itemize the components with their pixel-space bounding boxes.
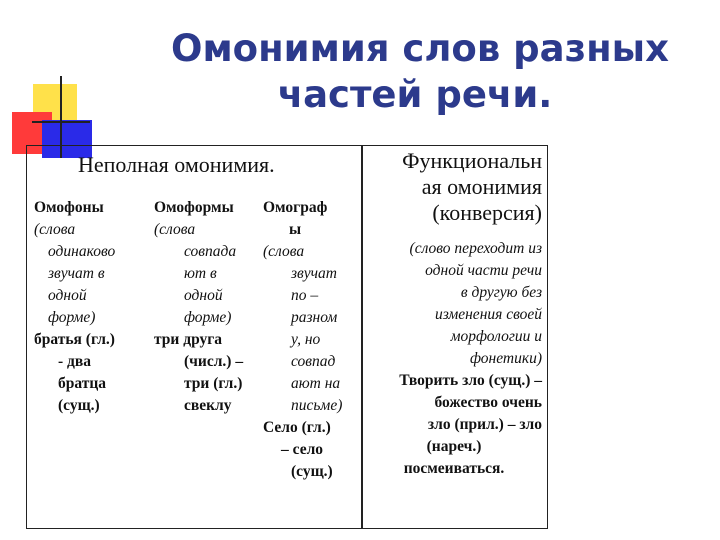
- example-line: (нареч.): [426, 438, 482, 455]
- definition-line: разном: [291, 309, 338, 326]
- definition-line: ают на: [291, 375, 341, 392]
- heading-line: Функциональн: [402, 148, 542, 173]
- example-line: братца: [58, 375, 107, 392]
- homophones-column: [34, 197, 152, 417]
- definition-line: форме): [184, 309, 232, 326]
- definition-line: форме): [48, 309, 96, 326]
- homographs-column: [263, 197, 359, 483]
- column-head: Омограф: [263, 199, 328, 216]
- column-head: Омофоны: [34, 199, 104, 216]
- definition-line: звучат в: [48, 265, 105, 282]
- definition-line: одной части речи: [425, 262, 542, 279]
- example-line: свеклу: [184, 397, 232, 414]
- heading-line: ая омонимия: [421, 174, 542, 199]
- definition-line: совпада: [184, 243, 237, 260]
- conversion-column: [366, 238, 542, 480]
- definition-line: письме): [291, 397, 343, 414]
- definition-line: (слово переходит из: [409, 240, 542, 257]
- example-line: три друга: [154, 331, 223, 348]
- example-line: (сущ.): [58, 397, 100, 414]
- column-head: ы: [289, 221, 302, 238]
- example-line: – село: [281, 441, 324, 458]
- definition-line: (слова: [34, 221, 76, 238]
- title-line-1: Омонимия слов разных: [170, 27, 669, 70]
- functional-homonymy-heading: [366, 148, 542, 226]
- definition-line: по –: [291, 287, 319, 304]
- definition-line: одинаково: [48, 243, 116, 260]
- example-line: Село (гл.): [263, 419, 331, 436]
- definition-line: (слова: [154, 221, 196, 238]
- definition-line: (слова: [263, 243, 305, 260]
- example-line: - два: [58, 353, 91, 370]
- definition-line: в другую без: [460, 284, 542, 301]
- slide-title: [110, 26, 710, 118]
- example-line: Творить зло (сущ.) –: [399, 372, 542, 389]
- title-line-2: частей речи.: [277, 73, 553, 116]
- definition-line: изменения своей: [434, 306, 542, 323]
- definition-line: ют в: [184, 265, 217, 282]
- example-line: божество очень: [434, 394, 542, 411]
- example-line: посмеиваться.: [403, 460, 505, 477]
- partial-homonymy-heading: Неполная омонимия.: [78, 152, 275, 177]
- homoforms-column: [154, 197, 266, 417]
- example-line: (числ.) –: [184, 353, 244, 370]
- definition-line: фонетики): [469, 350, 542, 367]
- example-line: (сущ.): [291, 463, 333, 480]
- decor-horizontal-line: [32, 121, 90, 123]
- heading-line: (конверсия): [432, 200, 542, 225]
- example-line: братья (гл.): [34, 331, 115, 348]
- example-line: зло (прил.) – зло: [427, 416, 542, 433]
- definition-line: у, но: [291, 331, 321, 348]
- definition-line: морфологии и: [450, 328, 542, 345]
- definition-line: одной: [48, 287, 87, 304]
- example-line: три (гл.): [184, 375, 243, 392]
- definition-line: совпад: [291, 353, 336, 370]
- definition-line: одной: [184, 287, 223, 304]
- definition-line: звучат: [291, 265, 337, 282]
- column-head: Омоформы: [154, 199, 234, 216]
